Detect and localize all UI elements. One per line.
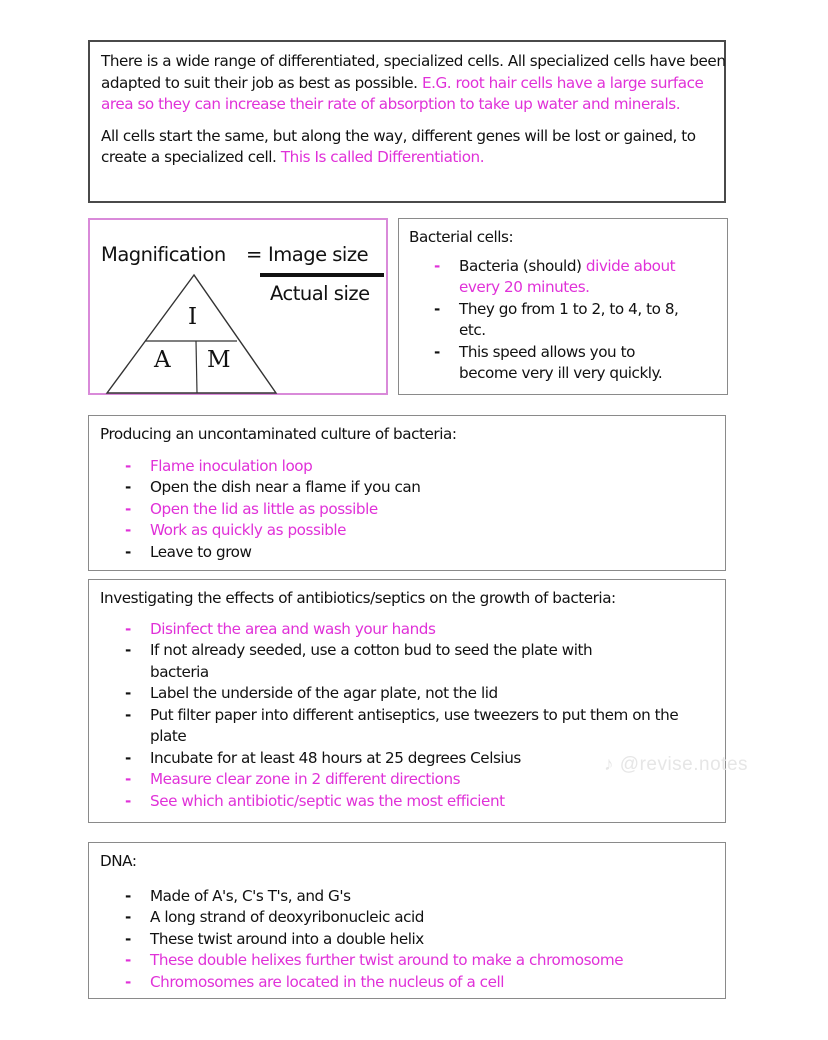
magnification-box	[88, 218, 388, 395]
tiktok-icon: ♪	[604, 754, 614, 775]
dna-item: - A long strand of deoxyribonucleic acid	[100, 907, 725, 929]
antibiotics-item: - Label the underside of the agar plate, not the lid	[100, 683, 700, 705]
antibiotics-item: - See which antibiotic/septic was the most efficient	[100, 791, 700, 813]
bacterial-cells-box	[398, 218, 728, 395]
culture-item: - Open the lid as little as possible	[100, 499, 725, 521]
intro-paragraph-1	[101, 51, 731, 116]
bacterial-item-1-pink: divide about every 20 minutes.	[459, 256, 676, 296]
magnification-triangle	[104, 272, 280, 397]
triangle-label-image: I	[188, 304, 198, 330]
culture-list	[100, 456, 725, 564]
antibiotics-box	[88, 579, 726, 823]
formula-numerator: Image size	[268, 243, 369, 266]
bacterial-item: - This speed allows you to become very ill very quickly.	[409, 342, 709, 385]
antibiotics-title: Investigating the effects of antibiotics/septics on the growth of bacteria:	[100, 589, 616, 607]
dna-title: DNA:	[100, 852, 137, 870]
antibiotics-item: - Measure clear zone in 2 different directions	[100, 769, 700, 791]
bacterial-title: Bacterial cells:	[409, 228, 514, 246]
antibiotics-item: - If not already seeded, use a cotton bud to seed the plate with bacteria	[100, 640, 700, 683]
dna-item: - These twist around into a double helix	[100, 929, 725, 951]
antibiotics-item: - Put filter paper into different antiseptics, use tweezers to put them on the plate	[100, 705, 700, 748]
antibiotics-item: - Incubate for at least 48 hours at 25 degrees Celsius	[100, 748, 700, 770]
bacterial-item	[409, 256, 709, 299]
bacterial-list	[409, 256, 709, 385]
intro-p2-pink: This Is called Differentiation.	[280, 148, 485, 166]
intro-p1-pink: E.G. root hair cells have a large surface area so they can increase their rate of absorption to take up water and minerals.	[101, 73, 704, 113]
dna-box	[88, 842, 726, 999]
watermark-handle: @revise.notes	[619, 754, 749, 775]
intro-p2-black: All cells start the same, but along the way, different genes will be lost or gained, to create a specialized cell.	[101, 126, 696, 166]
triangle-label-magnification: M	[207, 347, 231, 373]
formula-denominator: Actual size	[270, 282, 370, 305]
culture-item: - Open the dish near a flame if you can	[100, 477, 725, 499]
antibiotics-list	[100, 619, 700, 813]
intro-box	[88, 40, 726, 203]
culture-title: Producing an uncontaminated culture of bacteria:	[100, 425, 457, 443]
culture-box	[88, 415, 726, 571]
dna-item: - These double helixes further twist around to make a chromosome	[100, 950, 725, 972]
dna-list	[100, 886, 725, 994]
dna-item: - Chromosomes are located in the nucleus of a cell	[100, 972, 725, 994]
culture-item: - Work as quickly as possible	[100, 520, 725, 542]
equals-sign: =	[246, 243, 262, 266]
intro-p1-black: There is a wide range of differentiated, specialized cells. All specialized cells have been adapted to suit their job as best as possible.	[101, 52, 726, 92]
magnification-term: Magnification	[101, 243, 226, 266]
watermark	[604, 754, 748, 776]
intro-paragraph-2	[101, 126, 701, 169]
triangle-divider-vertical	[196, 341, 197, 393]
triangle-outline	[107, 275, 276, 393]
dna-item: - Made of A's, C's T's, and G's	[100, 886, 725, 908]
culture-item: - Flame inoculation loop	[100, 456, 725, 478]
bacterial-item-1-black: Bacteria (should)	[459, 256, 582, 275]
triangle-label-actual: A	[154, 347, 171, 373]
culture-item: - Leave to grow	[100, 542, 725, 564]
bacterial-item: - They go from 1 to 2, to 4, to 8, etc.	[409, 299, 709, 342]
antibiotics-item: - Disinfect the area and wash your hands	[100, 619, 700, 641]
